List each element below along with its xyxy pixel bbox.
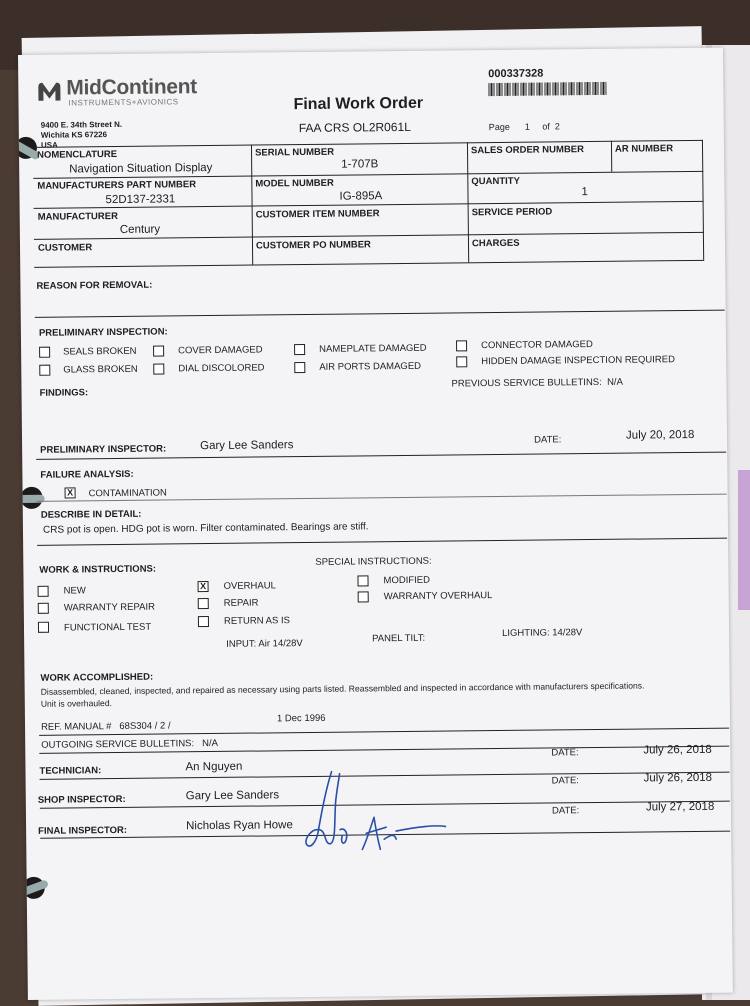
dial-discolored-label: DIAL DISCOLORED (178, 362, 265, 375)
manufacturer-label: MANUFACTURER (37, 210, 118, 223)
company-name: MidContinent (66, 75, 198, 100)
contamination-checkbox[interactable]: X (65, 487, 76, 498)
nameplate-damaged-checkbox[interactable] (294, 344, 305, 355)
functional-test-label: FUNCTIONAL TEST (63, 621, 152, 634)
quantity-label: QUANTITY (471, 175, 520, 188)
company-country: USA (40, 140, 58, 150)
technician-date-label: DATE: (551, 747, 579, 759)
work-accomplished-line2: Unit is overhauled. (40, 698, 113, 709)
charges-label: CHARGES (471, 237, 520, 250)
air-ports-damaged-checkbox[interactable] (294, 362, 305, 373)
dial-discolored-checkbox[interactable] (153, 363, 164, 374)
sales-order-label: SALES ORDER NUMBER (470, 144, 585, 157)
shop-inspector-date-label: DATE: (551, 775, 579, 787)
input-spec: INPUT: Air 14/28V (226, 638, 303, 650)
overhaul-label: OVERHAUL (223, 580, 276, 592)
air-ports-damaged-label: AIR PORTS DAMAGED (319, 360, 422, 373)
preliminary-inspector-label: PRELIMINARY INSPECTOR: (40, 443, 167, 456)
return-as-is-checkbox[interactable] (198, 616, 209, 627)
functional-test-checkbox[interactable] (38, 622, 49, 633)
faa-crs-number: FAA CRS OL2R061L (298, 119, 411, 136)
model-number-label: MODEL NUMBER (255, 177, 334, 190)
previous-bulletins: PREVIOUS SERVICE BULLETINS: N/A (451, 376, 623, 390)
company-tagline: INSTRUMENTS+AVIONICS (68, 97, 179, 108)
modified-checkbox[interactable] (357, 575, 368, 586)
outgoing-bulletins: OUTGOING SERVICE BULLETINS: N/A (41, 737, 218, 751)
shop-inspector-date: July 26, 2018 (643, 771, 713, 785)
warranty-repair-checkbox[interactable] (38, 603, 49, 614)
ref-manual: REF. MANUAL # 68S304 / 2 / (40, 720, 171, 733)
final-inspector-date: July 27, 2018 (645, 800, 715, 814)
lighting-spec: LIGHTING: 14/28V (502, 627, 583, 639)
hidden-damage-label: HIDDEN DAMAGE INSPECTION REQUIRED (481, 354, 676, 368)
quantity-value: 1 (581, 186, 588, 199)
page-indicator: Page 1 of 2 (488, 121, 560, 133)
barcode (488, 82, 606, 96)
technician-label: TECHNICIAN: (39, 765, 102, 777)
work-accomplished-label: WORK ACCOMPLISHED: (40, 671, 154, 684)
new-checkbox[interactable] (38, 586, 49, 597)
cover-damaged-checkbox[interactable] (153, 345, 164, 356)
preliminary-date-label: DATE: (534, 434, 562, 446)
reason-for-removal-label: REASON FOR REMOVAL: (36, 279, 153, 292)
overhaul-checkbox[interactable]: X (198, 581, 209, 592)
nomenclature-label: NOMENCLATURE (36, 148, 118, 161)
contamination-label: CONTAMINATION (88, 487, 167, 500)
shop-inspector-label: SHOP INSPECTOR: (37, 793, 126, 806)
mfr-part-number-value: 52D137-2331 (105, 193, 176, 207)
nomenclature-value: Navigation Situation Display (69, 161, 213, 176)
failure-analysis-label: FAILURE ANALYSIS: (40, 468, 134, 481)
special-instructions-label: SPECIAL INSTRUCTIONS: (315, 555, 432, 568)
new-label: NEW (63, 585, 86, 597)
warranty-overhaul-label: WARRANTY OVERHAUL (383, 590, 493, 603)
technician-name: An Nguyen (185, 760, 243, 774)
document-title: Final Work Order (293, 94, 424, 114)
customer-po-label: CUSTOMER PO NUMBER (255, 239, 371, 252)
glass-broken-label: GLASS BROKEN (63, 363, 138, 376)
handwritten-signature (296, 769, 447, 861)
failure-detail: CRS pot is open. HDG pot is worn. Filter contaminated. Bearings are stiff. (42, 521, 369, 536)
seals-broken-checkbox[interactable] (39, 347, 50, 358)
customer-item-number-label: CUSTOMER ITEM NUMBER (255, 208, 380, 221)
binder-tab (738, 470, 750, 610)
warranty-overhaul-checkbox[interactable] (358, 591, 369, 602)
final-inspector-label: FINAL INSPECTOR: (38, 824, 128, 837)
describe-in-detail-label: DESCRIBE IN DETAIL: (40, 508, 142, 521)
serial-number-label: SERIAL NUMBER (254, 146, 335, 159)
panel-tilt-label: PANEL TILT: (372, 632, 426, 645)
company-address-1: 9400 E. 34th Street N. (40, 119, 123, 130)
warranty-repair-label: WARRANTY REPAIR (63, 601, 155, 614)
customer-label: CUSTOMER (37, 242, 93, 254)
serial-number-value: 1-707B (341, 158, 379, 171)
technician-date: July 26, 2018 (643, 743, 712, 757)
modified-label: MODIFIED (383, 574, 431, 587)
preliminary-inspector-name: Gary Lee Sanders (200, 439, 294, 453)
service-period-label: SERVICE PERIOD (471, 206, 553, 219)
glass-broken-checkbox[interactable] (39, 365, 50, 376)
ref-date: 1 Dec 1996 (276, 712, 326, 725)
repair-checkbox[interactable] (198, 598, 209, 609)
manufacturer-value: Century (119, 223, 161, 236)
work-instructions-label: WORK & INSTRUCTIONS: (39, 563, 157, 576)
shop-inspector-name: Gary Lee Sanders (185, 789, 280, 803)
seals-broken-label: SEALS BROKEN (63, 345, 137, 358)
ar-number-label: AR NUMBER (614, 143, 674, 155)
final-inspector-name: Nicholas Ryan Howe (186, 819, 293, 833)
repair-label: REPAIR (223, 597, 259, 609)
findings-label: FINDINGS: (39, 387, 89, 399)
model-number-value: IG-895A (339, 190, 383, 203)
work-order-sheet (18, 48, 733, 1000)
work-accomplished-line1: Disassembled, cleaned, inspected, and repaired as necessary using parts listed. Reassembled and inspected in accordance with manufacturers specifications. (40, 680, 645, 697)
connector-damaged-label: CONNECTOR DAMAGED (481, 338, 593, 352)
connector-damaged-checkbox[interactable] (456, 340, 467, 351)
final-inspector-date-label: DATE: (551, 805, 580, 817)
company-address-2: Wichita KS 67226 (40, 130, 108, 140)
document-number: 000337328 (488, 67, 544, 81)
mfr-part-number-label: MANUFACTURERS PART NUMBER (37, 179, 197, 192)
preliminary-inspection-label: PRELIMINARY INSPECTION: (38, 326, 168, 339)
cover-damaged-label: COVER DAMAGED (178, 344, 263, 357)
preliminary-date: July 20, 2018 (625, 428, 695, 442)
return-as-is-label: RETURN AS IS (223, 615, 290, 627)
logo-mark-icon (36, 81, 62, 103)
nameplate-damaged-label: NAMEPLATE DAMAGED (319, 342, 427, 355)
hidden-damage-checkbox[interactable] (456, 356, 467, 367)
